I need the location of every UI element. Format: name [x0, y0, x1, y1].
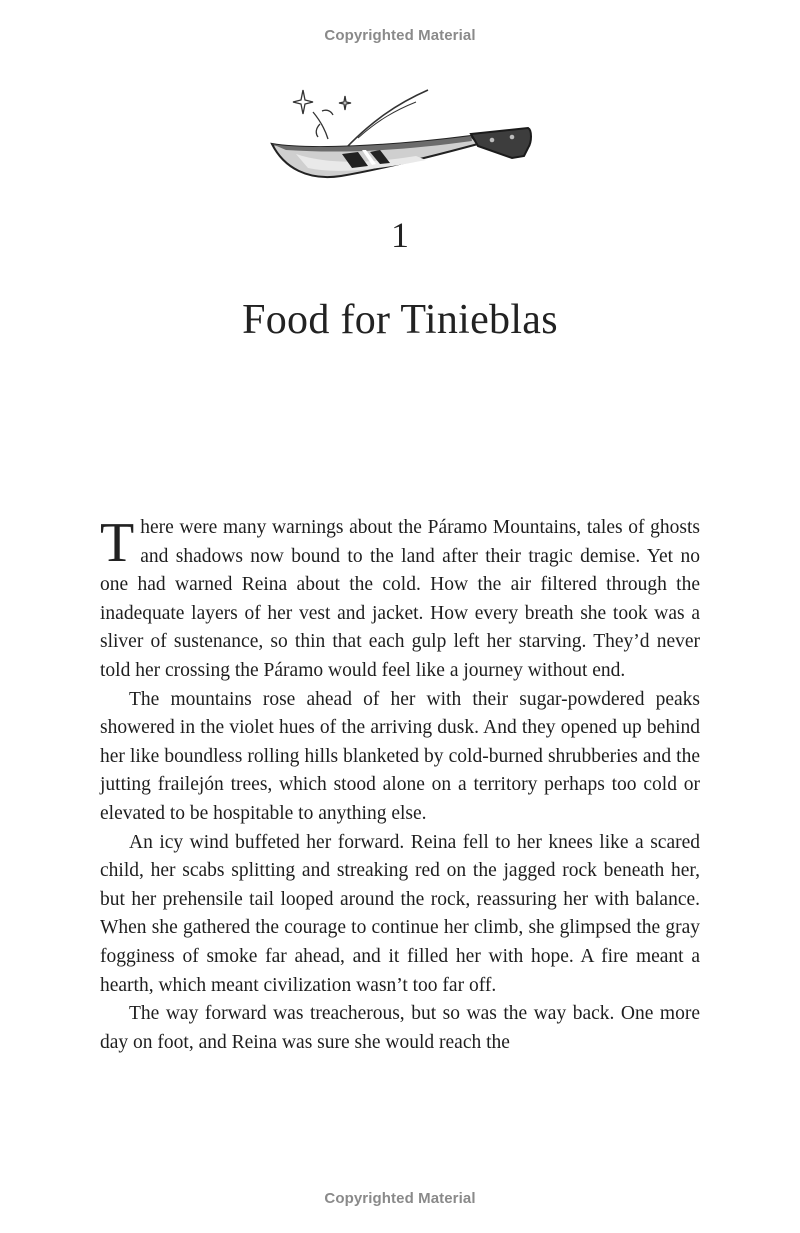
paragraph: The way forward was treacherous, but so was the way back. One more day on foot, and Reina was sure she would reach the [100, 1003, 700, 1053]
sparkle-icon [339, 96, 351, 110]
chapter-body [100, 514, 700, 1057]
paragraph: The mountains rose ahead of her with their sugar-powdered peaks showered in the violet hues of the arriving dusk. And they opened up behind her like boundless rolling hills blanketed by cold-burned shrubberies and the jutting frailejón trees, which stood alone on a territory perhaps too cold or elevated to be hospitable to anything else. [100, 688, 700, 824]
paragraph [100, 514, 700, 686]
drop-cap: T [100, 512, 135, 574]
paragraph: An icy wind buffeted her forward. Reina fell to her knees like a scared child, her scabs splitting and streaking red on the jagged rock beneath her, but her prehensile tail looped around the rock, reassuring her with balance. When she gathered the courage to continue her climb, she glimpsed the gray fogginess of smoke far ahead, and it filled her with hope. A fire meant a hearth, which meant civilization wasn’t too far off. [100, 831, 700, 996]
paragraph-text: here were many warnings about the Páramo Mountains, tales of ghosts and shadows now bound to the land after their tragic demise. Yet no one had warned Reina about the cold. How the air filtered through the inadequate layers of her vest and jacket. How every breath she took was a sliver of sustenance, so thin that each gulp left her starving. They’d never told her crossing the Páramo would feel like a journey without end. [100, 517, 700, 681]
machete-icon [266, 84, 534, 194]
sparkle-icon [293, 90, 313, 114]
copyright-watermark-top: Copyrighted Material [324, 27, 476, 44]
chapter-title: Food for Tinieblas [242, 297, 558, 343]
copyright-watermark-bottom: Copyrighted Material [324, 1190, 476, 1207]
chapter-number: 1 [391, 215, 409, 255]
